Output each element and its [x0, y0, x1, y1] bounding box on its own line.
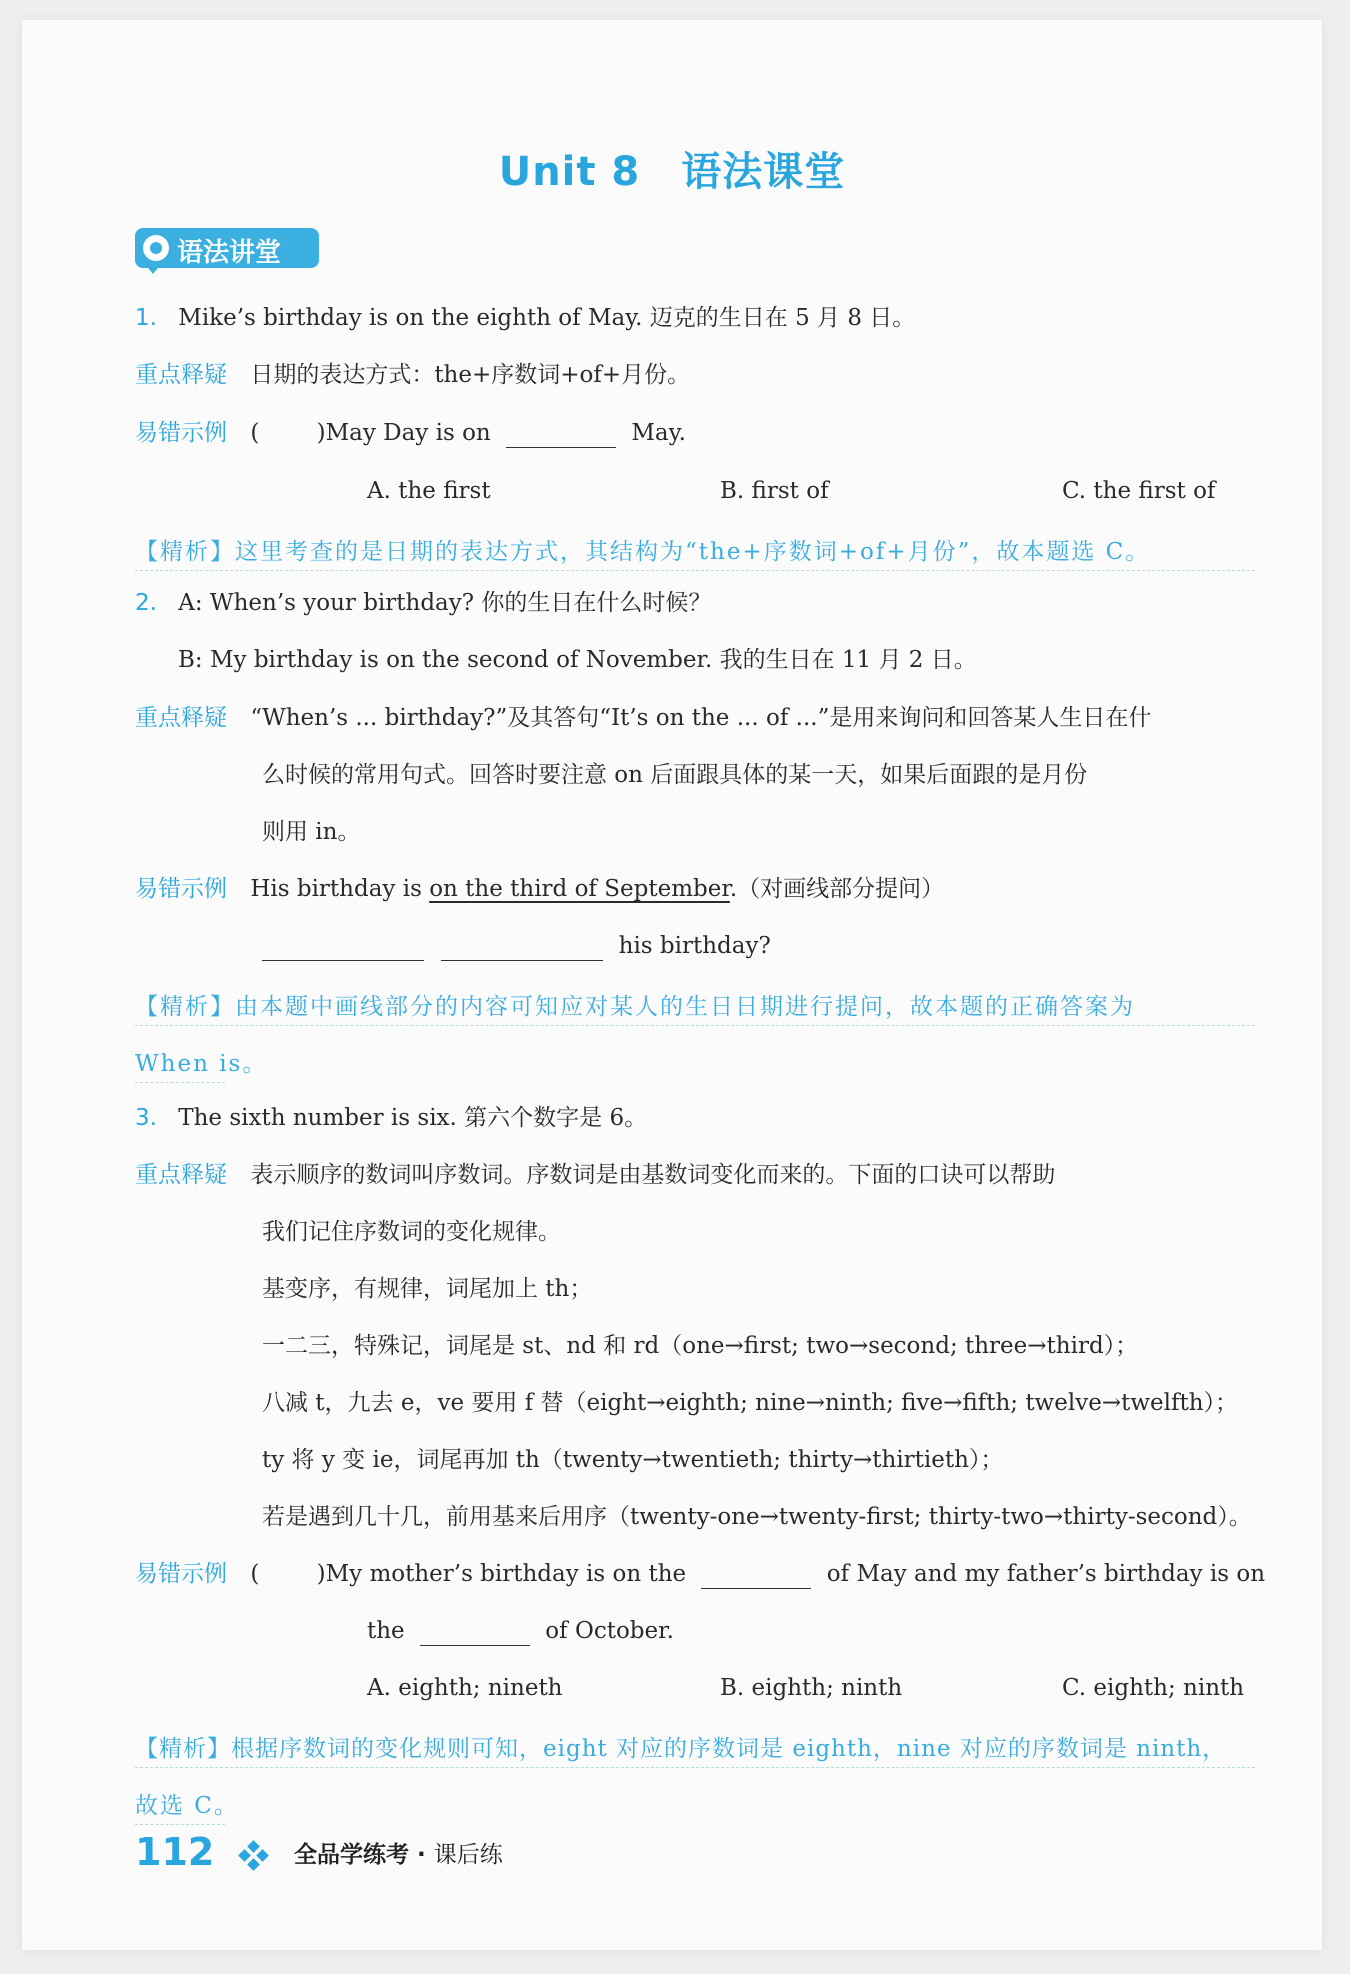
divider	[135, 1767, 1255, 1768]
q1-option-a: A. the first	[367, 478, 491, 504]
section-badge	[135, 228, 319, 268]
q2-example-pre: His birthday is	[250, 876, 422, 902]
divider	[135, 1025, 1255, 1026]
q3-analysis-2: 故选 C。	[135, 1793, 239, 1819]
q3-rule: 八减 t，九去 e，ve 要用 f 替（eight→eighth; nine→ninth; five→fifth; twelve→twelfth）；	[262, 1390, 1239, 1416]
q1-example	[135, 418, 686, 448]
q3-answer-blank-2[interactable]	[420, 1621, 530, 1646]
q1-example-end: May.	[631, 420, 686, 446]
q3-key-text-2: 我们记住序数词的变化规律。	[262, 1219, 561, 1245]
divider	[135, 570, 1255, 571]
q2-key-text-3: 则用 in。	[262, 819, 361, 845]
q2-example-post: .（对画线部分提问）	[729, 876, 945, 902]
q3-example	[135, 1559, 1265, 1589]
brand-footer	[294, 1836, 503, 1869]
q2-a-text: A: When’s your birthday? 你的生日在什么时候？	[178, 590, 712, 616]
q3-example-line2-b: of October.	[545, 1618, 674, 1644]
q3-option-a: A. eighth; nineth	[367, 1675, 563, 1701]
q2-example-tail: his birthday?	[618, 933, 771, 959]
q2-a-line	[135, 588, 711, 618]
q2-example-label: 易错示例	[135, 876, 227, 902]
brand-name: 全品学练考	[294, 1842, 409, 1868]
divider	[135, 1082, 225, 1083]
q1-example-paren: (	[250, 420, 260, 446]
q1-key	[135, 360, 690, 390]
q3-rule: 若是遇到几十几，前用基来后用序（twenty-one→twenty-first; thirty-two→thirty-second）。	[262, 1504, 1252, 1530]
q1-line	[135, 303, 915, 333]
q3-option-c: C. eighth; ninth	[1062, 1675, 1245, 1701]
q1-example-label: 易错示例	[135, 420, 227, 446]
q3-key-text-1: 表示顺序的数词叫序数词。序数词是由基数词变化而来的。下面的口诀可以帮助	[250, 1162, 1056, 1188]
brand-separator: ·	[409, 1842, 434, 1868]
q1-option-b: B. first of	[720, 478, 829, 504]
q1-number: 1.	[135, 305, 157, 331]
q3-analysis-1: 【精析】根据序数词的变化规则可知，eight 对应的序数词是 eighth，nine 对应的序数词是 ninth，	[135, 1736, 1227, 1762]
q3-rule: 一二三，特殊记，词尾是 st、nd 和 rd（one→first; two→second; three→third）；	[262, 1333, 1139, 1359]
q1-answer-blank[interactable]	[506, 423, 616, 448]
q2-example	[135, 874, 944, 904]
q1-option-c: C. the first of	[1062, 478, 1216, 504]
q1-key-text: 日期的表达方式：the+序数词+of+月份。	[250, 362, 691, 388]
q2-key-text-2: 么时候的常用句式。回答时要注意 on 后面跟具体的某一天，如果后面跟的是月份	[262, 762, 1088, 788]
q2-key	[135, 703, 1151, 733]
q1-analysis: 【精析】这里考查的是日期的表达方式，其结构为“the+序数词+of+月份”，故本题选 C。	[135, 539, 1151, 565]
page-title: Unit 8 语法课堂	[498, 149, 846, 195]
q3-option-b: B. eighth; ninth	[720, 1675, 903, 1701]
q3-line	[135, 1103, 647, 1133]
q3-example-paren: (	[250, 1561, 260, 1587]
q2-example-underlined: on the third of September	[429, 876, 730, 902]
q3-sentence: The sixth number is six. 第六个数字是 6。	[178, 1105, 648, 1131]
q3-example-line1-a: )My mother’s birthday is on the	[316, 1561, 687, 1587]
q1-sentence: Mike’s birthday is on the eighth of May. 迈克的生日在 5 月 8 日。	[178, 305, 916, 331]
q2-answer-blank-2[interactable]	[441, 936, 603, 961]
q2-answer-blank-1[interactable]	[262, 936, 424, 961]
diamond-icon	[240, 1842, 268, 1870]
q2-analysis-2: When is。	[135, 1051, 268, 1077]
q2-number: 2.	[135, 590, 157, 616]
q3-example-line1-b: of May and my father’s birthday is on	[826, 1561, 1266, 1587]
q2-key-text-1: “When’s ... birthday?”及其答句“It’s on the ... of ...”是用来询问和回答某人生日在什	[250, 705, 1152, 731]
q3-example-line2	[367, 1616, 674, 1646]
page-number: 112	[135, 1830, 215, 1874]
q3-answer-blank-1[interactable]	[701, 1564, 811, 1589]
q1-key-label: 重点释疑	[135, 362, 227, 388]
q2-analysis-1: 【精析】由本题中画线部分的内容可知应对某人的生日日期进行提问，故本题的正确答案为	[135, 994, 1135, 1020]
q3-example-label: 易错示例	[135, 1561, 227, 1587]
q3-rule: ty 将 y 变 ie，词尾再加 th（twenty→twentieth; thirty→thirtieth）；	[262, 1447, 1004, 1473]
q2-key-label: 重点释疑	[135, 705, 227, 731]
q1-example-text: )May Day is on	[316, 420, 491, 446]
q3-rule: 基变序，有规律，词尾加上 th；	[262, 1276, 593, 1302]
section-badge-label: 语法讲堂	[177, 238, 282, 268]
divider	[135, 1824, 225, 1825]
q3-key	[135, 1160, 1055, 1190]
q3-example-line2-a: the	[367, 1618, 405, 1644]
q3-key-label: 重点释疑	[135, 1162, 227, 1188]
brand-subtitle: 课后练	[433, 1842, 503, 1868]
q2-b-line: B: My birthday is on the second of November. 我的生日在 11 月 2 日。	[178, 647, 977, 673]
q2-answer-line	[262, 931, 771, 961]
speech-bubble-icon	[143, 235, 169, 261]
badge-tail	[145, 264, 161, 274]
q3-number: 3.	[135, 1105, 157, 1131]
page	[22, 20, 1322, 1950]
